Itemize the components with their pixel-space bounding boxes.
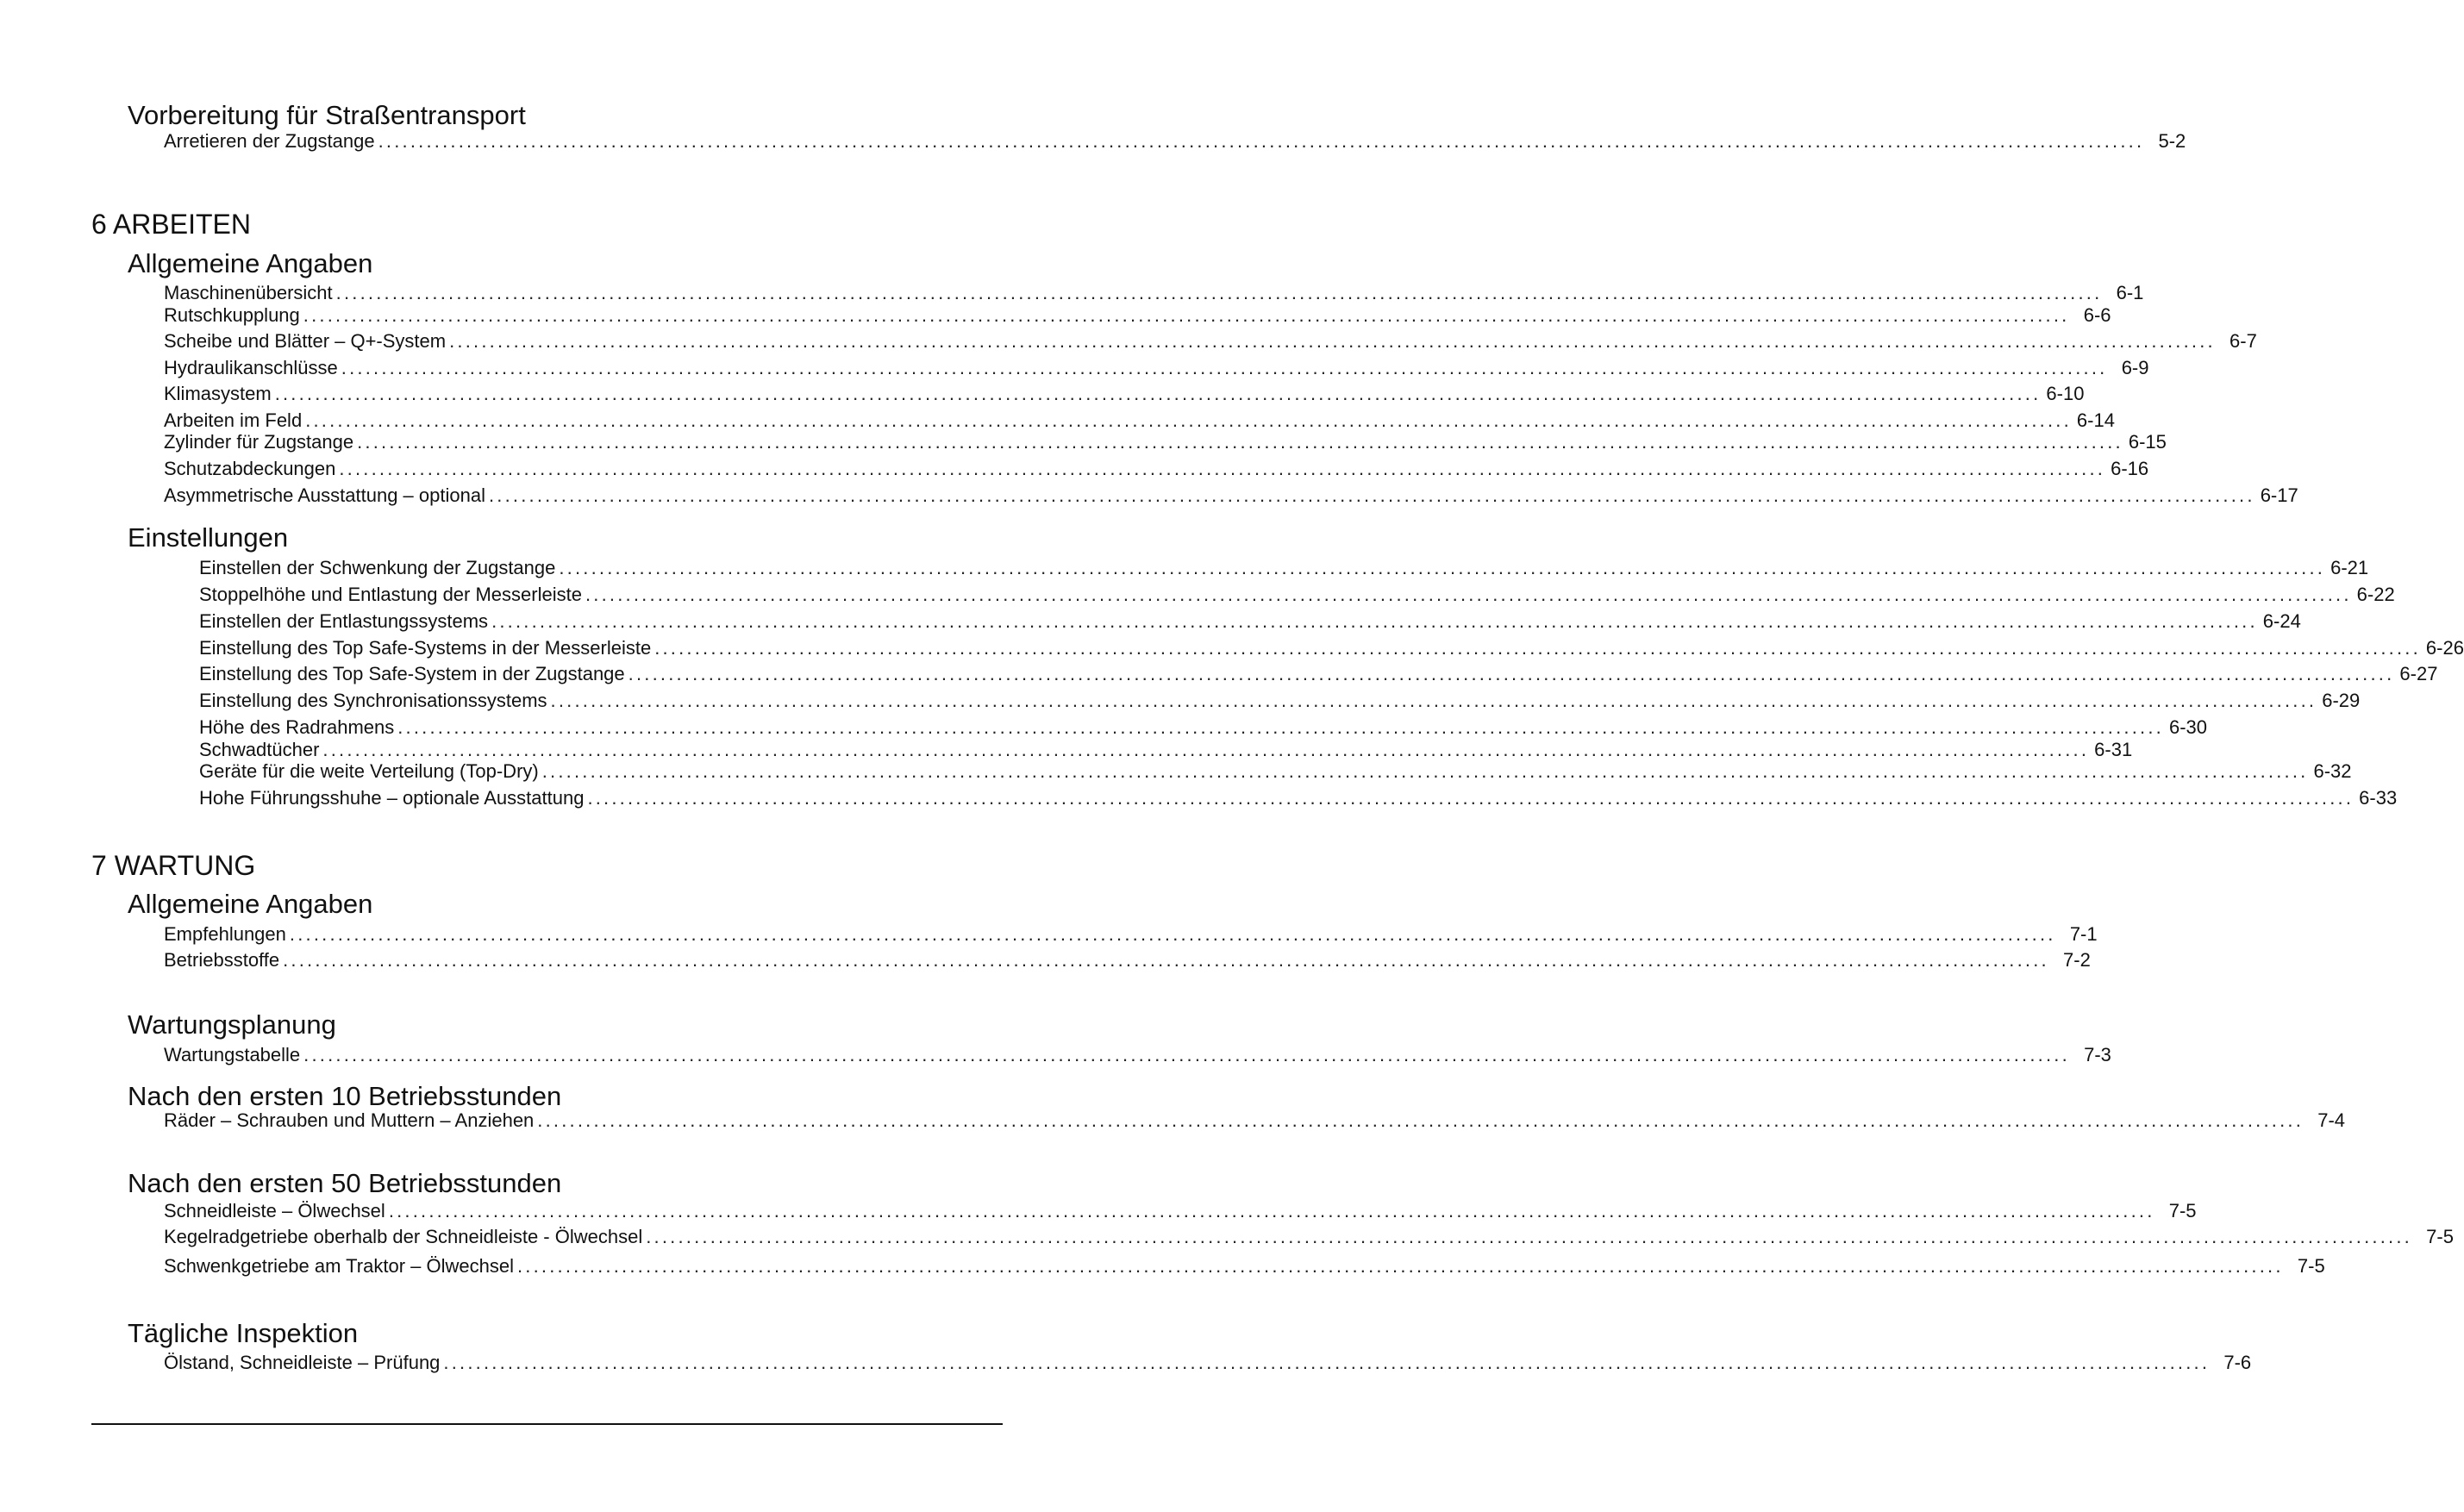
toc-entry-page: 7-4: [2317, 1109, 2346, 1131]
dot-leader: ............................................................................................................................................................................................................................: [357, 431, 2123, 453]
dot-leader: ............................................................................................................................................................................................................................: [283, 949, 2049, 971]
toc-entry[interactable]: [199, 557, 2369, 578]
toc-entry-page: 7-5: [2297, 1255, 2325, 1277]
dot-leader: ............................................................................................................................................................................................................................: [378, 130, 2145, 152]
toc-entry-label: Geräte für die weite Verteilung (Top-Dry): [199, 760, 539, 782]
dot-leader: ............................................................................................................................................................................................................................: [274, 383, 2042, 404]
toc-entry-label: Kegelradgetriebe oberhalb der Schneidleiste - Ölwechsel: [164, 1226, 643, 1247]
toc-entry-page: 6-16: [2111, 458, 2149, 479]
toc-entry-label: Rutschkupplung: [164, 304, 300, 326]
toc-entry[interactable]: [199, 637, 2464, 659]
dot-leader: ............................................................................................................................................................................................................................: [397, 716, 2164, 738]
toc-entry-page: 6-29: [2322, 690, 2361, 711]
section-heading-taegliche-inspektion: Tägliche Inspektion: [128, 1318, 359, 1348]
toc-entry-label: Schwenkgetriebe am Traktor – Ölwechsel: [164, 1255, 514, 1277]
section-heading-strassentransport: Vorbereitung für Straßentransport: [128, 100, 526, 130]
dot-leader: ............................................................................................................................................................................................................................: [541, 760, 2309, 782]
toc-entry[interactable]: [164, 458, 2149, 479]
dot-leader: ............................................................................................................................................................................................................................: [303, 1044, 2070, 1065]
toc-entry-label: Betriebsstoffe: [164, 949, 280, 971]
toc-entry[interactable]: [164, 431, 2167, 453]
toc-entry-label: Hydraulikanschlüsse: [164, 357, 338, 378]
toc-entry-label: Einstellung des Top Safe-Systems in der Messerleiste: [199, 637, 652, 659]
dot-leader: ............................................................................................................................................................................................................................: [537, 1109, 2305, 1131]
toc-entry[interactable]: [164, 1044, 2111, 1065]
dot-leader: ............................................................................................................................................................................................................................: [550, 690, 2317, 711]
chapter-heading-arbeiten: 6 ARBEITEN: [91, 209, 251, 240]
toc-entry[interactable]: [164, 304, 2111, 326]
toc-entry-label: Maschinenübersicht: [164, 282, 333, 303]
toc-entry-label: Arbeiten im Feld: [164, 409, 303, 431]
toc-entry-page: 6-31: [2094, 739, 2133, 760]
toc-entry[interactable]: [164, 923, 2098, 945]
dot-leader: ............................................................................................................................................................................................................................: [491, 610, 2258, 632]
toc-entry-page: 6-30: [2168, 716, 2208, 738]
toc-entry-page: 6-24: [2262, 610, 2301, 632]
toc-entry-label: Klimasystem: [164, 383, 272, 404]
toc-entry-page: 6-21: [2330, 557, 2369, 578]
toc-entry-label: Schwadtücher: [199, 739, 320, 760]
dot-leader: ............................................................................................................................................................................................................................: [341, 357, 2108, 378]
section-heading-allgemeine-angaben: Allgemeine Angaben: [128, 889, 373, 919]
dot-leader: ............................................................................................................................................................................................................................: [559, 557, 2326, 578]
toc-entry[interactable]: [164, 1352, 2252, 1373]
section-heading-allgemeine-angaben: Allgemeine Angaben: [128, 248, 373, 278]
toc-entry-label: Hohe Führungsshuhe – optionale Ausstattung: [199, 787, 585, 809]
toc-entry[interactable]: [164, 1200, 2197, 1221]
dot-leader: ............................................................................................................................................................................................................................: [449, 330, 2216, 352]
toc-entry-page: 6-6: [2083, 304, 2111, 326]
toc-entry-label: Stoppelhöhe und Entlastung der Messerleiste: [199, 584, 582, 605]
toc-entry-label: Einstellung des Synchronisationssystems: [199, 690, 547, 711]
toc-entry[interactable]: [199, 663, 2438, 684]
toc-entry-page: 7-3: [2084, 1044, 2111, 1065]
dot-leader: ............................................................................................................................................................................................................................: [322, 739, 2090, 760]
toc-entry[interactable]: [199, 739, 2133, 760]
toc-entry-page: 6-14: [2076, 409, 2115, 431]
toc-entry-label: Einstellen der Entlastungssystems: [199, 610, 489, 632]
toc-entry[interactable]: [164, 949, 2091, 971]
toc-entry[interactable]: [164, 1226, 2454, 1247]
dot-leader: ............................................................................................................................................................................................................................: [516, 1255, 2284, 1277]
toc-entry-page: 6-27: [2399, 663, 2438, 684]
toc-entry-page: 7-6: [2223, 1352, 2252, 1373]
dot-leader: ............................................................................................................................................................................................................................: [646, 1226, 2412, 1247]
toc-entry[interactable]: [164, 484, 2298, 506]
toc-entry-label: Wartungstabelle: [164, 1044, 301, 1065]
toc-entry[interactable]: [199, 716, 2208, 738]
toc-entry[interactable]: [199, 690, 2361, 711]
toc-entry-label: Schutzabdeckungen: [164, 458, 336, 479]
toc-entry[interactable]: [164, 1255, 2325, 1277]
dot-leader: ............................................................................................................................................................................................................................: [628, 663, 2395, 684]
dot-leader: ............................................................................................................................................................................................................................: [305, 409, 2072, 431]
toc-entry-label: Zylinder für Zugstange: [164, 431, 354, 453]
dot-leader: ............................................................................................................................................................................................................................: [587, 787, 2355, 809]
footer-rule: [91, 1423, 1003, 1425]
toc-entry-page: 6-9: [2121, 357, 2149, 378]
toc-entry-label: Höhe des Radrahmens: [199, 716, 395, 738]
dot-leader: ............................................................................................................................................................................................................................: [488, 484, 2255, 506]
toc-entry-page: 7-5: [2426, 1226, 2454, 1247]
dot-leader: ............................................................................................................................................................................................................................: [388, 1200, 2155, 1221]
toc-entry-page: 6-17: [2260, 484, 2298, 506]
section-heading-einstellungen: Einstellungen: [128, 522, 289, 553]
toc-entry-page: 7-2: [2063, 949, 2091, 971]
toc-entry[interactable]: [164, 1109, 2346, 1131]
section-heading-wartungsplanung: Wartungsplanung: [128, 1009, 336, 1040]
toc-entry-label: Ölstand, Schneidleiste – Prüfung: [164, 1352, 441, 1373]
toc-entry-label: Asymmetrische Ausstattung – optional: [164, 484, 485, 506]
dot-leader: ............................................................................................................................................................................................................................: [335, 282, 2103, 303]
section-heading-10-betriebsstunden: Nach den ersten 10 Betriebsstunden: [128, 1081, 562, 1111]
toc-entry[interactable]: [164, 357, 2149, 378]
toc-entry-label: Scheibe und Blätter – Q+-System: [164, 330, 447, 352]
dot-leader: ............................................................................................................................................................................................................................: [443, 1352, 2211, 1373]
toc-entry[interactable]: [164, 282, 2144, 303]
toc-entry-label: Empfehlungen: [164, 923, 286, 945]
dot-leader: ............................................................................................................................................................................................................................: [303, 304, 2070, 326]
toc-entry[interactable]: [164, 330, 2257, 352]
toc-entry[interactable]: [199, 584, 2395, 605]
toc-entry-label: Arretieren der Zugstange: [164, 130, 375, 152]
toc-entry-page: 6-33: [2359, 787, 2398, 809]
toc-entry[interactable]: [199, 760, 2352, 782]
toc-entry[interactable]: [164, 409, 2115, 431]
toc-entry-page: 7-5: [2168, 1200, 2197, 1221]
toc-entry-label: Schneidleiste – Ölwechsel: [164, 1200, 385, 1221]
toc-entry-label: Räder – Schrauben und Muttern – Anziehen: [164, 1109, 535, 1131]
toc-entry-page: 6-15: [2128, 431, 2167, 453]
toc-entry-page: 6-26: [2425, 637, 2464, 659]
toc-entry[interactable]: [199, 787, 2398, 809]
toc-entry-page: 6-7: [2229, 330, 2257, 352]
toc-entry-page: 7-1: [2069, 923, 2098, 945]
toc-entry-label: Einstellung des Top Safe-System in der Zugstange: [199, 663, 625, 684]
dot-leader: ............................................................................................................................................................................................................................: [585, 584, 2352, 605]
toc-entry-page: 6-10: [2046, 383, 2085, 404]
section-heading-50-betriebsstunden: Nach den ersten 50 Betriebsstunden: [128, 1168, 562, 1198]
toc-entry-page: 6-1: [2116, 282, 2144, 303]
toc-entry[interactable]: [164, 130, 2186, 152]
dot-leader: ............................................................................................................................................................................................................................: [654, 637, 2421, 659]
dot-leader: ............................................................................................................................................................................................................................: [289, 923, 2056, 945]
toc-entry[interactable]: [164, 383, 2085, 404]
toc-entry-page: 6-22: [2356, 584, 2395, 605]
toc-entry-label: Einstellen der Schwenkung der Zugstange: [199, 557, 556, 578]
dot-leader: ............................................................................................................................................................................................................................: [339, 458, 2106, 479]
toc-entry-page: 5-2: [2158, 130, 2186, 152]
toc-entry-page: 6-32: [2313, 760, 2352, 782]
toc-entry[interactable]: [199, 610, 2301, 632]
chapter-heading-wartung: 7 WARTUNG: [91, 850, 256, 881]
